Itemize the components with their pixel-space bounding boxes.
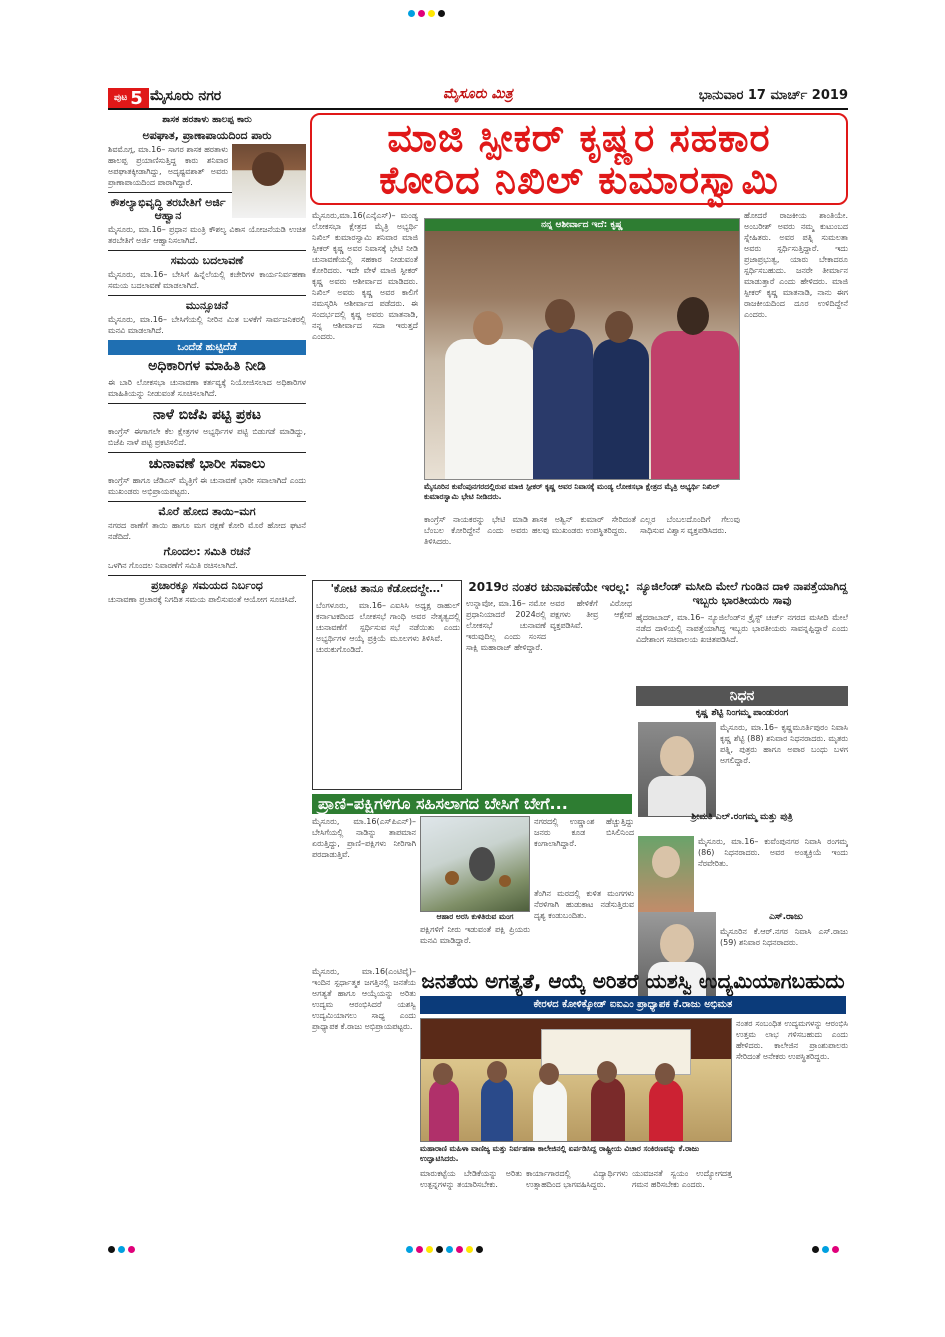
lead-body-col-2: ಕಾಂಗ್ರೆಸ್ ನಾಯಕರನ್ನು ಭೇಟಿ ಮಾಡಿ ಬೆಂಬಲ ಕೋರಿದ್ದೇನೆ ಎಂದು ಅವರು ತಿಳಿಸಿದರು.	[424, 515, 528, 546]
lc-body-2: ಮೈಸೂರು, ಮಾ.16– ಪ್ರಧಾನ ಮಂತ್ರಿ ಕೌಶಲ್ಯ ವಿಕಾಸ ಯೋಜನೆಯಡಿ ಉಚಿತ ತರಬೇತಿಗೆ ಅರ್ಜಿ ಆಹ್ವಾನಿಸಲಾಗಿದೆ.	[108, 225, 306, 245]
lc-headline-2: ಕೌಶಲ್ಯಾಭಿವೃದ್ಧಿ ತರಬೇತಿಗೆ ಅರ್ಜಿ ಆಹ್ವಾನ	[110, 196, 226, 222]
lc-headline-4: ಮುನ್ಸೂಚನೆ	[185, 299, 229, 312]
story-2019-headline: 2019ರ ನಂತರ ಚುನಾವಣೆಯೇ ಇರಲ್ಲ:	[468, 580, 630, 594]
lead-photo-tag: ನನ್ನ ಆಶೀರ್ವಾದ ಇದೆ: ಕೃಷ್ಣ	[425, 219, 739, 231]
paper-logo: ಮೈಸೂರು ಮಿತ್ರ	[443, 86, 513, 102]
birds-body-2: ನಗರದಲ್ಲಿ ಉಷ್ಣಾಂಶ ಹೆಚ್ಚುತ್ತಿದ್ದು ಜನರು ಕೂಡ ಬಿಸಿಲಿನಿಂದ ಕಂಗಾಲಾಗಿದ್ದಾರೆ.	[534, 817, 634, 848]
obit-3-body: ಮೈಸೂರಿನ ಕೆ.ಆರ್.ನಗರ ನಿವಾಸಿ ಎಸ್.ರಾಜು (59) ಶನಿವಾರ ನಿಧನರಾದರು.	[720, 927, 848, 947]
lc-body-7: ಕಾಂಗ್ರೆಸ್ ಹಾಗೂ ಜೆಡಿಎಸ್ ಮೈತ್ರಿಗೆ ಈ ಚುನಾವಣೆ ಭಾರೀ ಸವಾಲಾಗಿದೆ ಎಂದು ಮುಖಂಡರು ಅಭಿಪ್ರಾಯಪಟ್ಟರು.	[108, 476, 306, 496]
obit-3-name: ಎಸ್.ರಾಜು	[769, 912, 803, 922]
lc-body-1: ಶಿವಮೊಗ್ಗ, ಮಾ.16– ಸಾಗರ ಶಾಸಕ ಹರತಾಳು ಹಾಲಪ್ಪ ಪ್ರಯಾಣಿಸುತ್ತಿದ್ದ ಕಾರು ಶನಿವಾರ ಅಪಘಾತಕ್ಕೀಡಾಗಿದ್ದು, ಅದೃಷ್ಟವಶಾತ್ ಅವರು ಪ್ರಾಣಾಪಾಯದಿಂದ ಪಾರಾಗಿದ್ದಾರೆ.	[108, 145, 228, 187]
left-column	[108, 112, 306, 1232]
story-2019-body-2: ಅವರ ಹೇಳಿಕೆಗೆ ವಿರೋಧ ಪಕ್ಷಗಳು ತೀವ್ರ ಆಕ್ಷೇಪ ವ್ಯಕ್ತಪಡಿಸಿವೆ.	[550, 599, 632, 630]
registration-marks-bottom	[406, 1246, 483, 1253]
entrepreneur-body-1: ಮೈಸೂರು, ಮಾ.16(ಎಂಟಿವೈ)– ಇಂದಿನ ಸ್ಪರ್ಧಾತ್ಮಕ ಜಗತ್ತಿನಲ್ಲಿ ಜನತೆಯ ಅಗತ್ಯತೆ ಹಾಗೂ ಆಯ್ಕೆಯನ್ನು ಅರಿತು ಉದ್ಯಮ ಆರಂಭಿಸಿದರೆ ಯಶಸ್ವಿ ಉದ್ಯಮಿಯಾಗಲು ಸಾಧ್ಯ ಎಂದು ಪ್ರಾಧ್ಯಾಪಕ ಕೆ.ರಾಜು ಅಭಿಪ್ರಾಯಪಟ್ಟರು.	[312, 967, 416, 1031]
lc-body-9: ಒಳಗಿನ ಗೊಂದಲ ನಿವಾರಣೆಗೆ ಸಮಿತಿ ರಚಿಸಲಾಗಿದೆ.	[108, 561, 238, 570]
lc-body-8: ನಗರದ ಠಾಣೆಗೆ ತಾಯಿ ಹಾಗೂ ಮಗ ರಕ್ಷಣೆ ಕೋರಿ ಮೊರೆ ಹೋದ ಘಟನೆ ನಡೆದಿದೆ.	[108, 521, 306, 541]
entrepreneur-body-3: ಕಾರ್ಯಾಗಾರದಲ್ಲಿ ವಿದ್ಯಾರ್ಥಿಗಳು ಉತ್ಸಾಹದಿಂದ ಭಾಗವಹಿಸಿದ್ದರು.	[526, 1169, 628, 1189]
obit-2-body: ಮೈಸೂರು, ಮಾ.16– ಕುವೆಂಪುನಗರ ನಿವಾಸಿ ರಂಗಮ್ಮ (86) ನಿಧನರಾದರು. ಅವರ ಅಂತ್ಯಕ್ರಿಯೆ ಇಂದು ನೆರವೇರಿತು.	[698, 837, 848, 868]
masthead	[108, 88, 848, 110]
birds-photo-caption: ಆಹಾರ ಅರಸಿ ಕುಳಿತಿರುವ ಮಂಗ	[436, 912, 514, 921]
entrepreneur-headline: ಜನತೆಯ ಅಗತ್ಯತೆ, ಆಯ್ಕೆ ಅರಿತರೆ ಯಶಸ್ವಿ ಉದ್ಯಮಿಯಾಗಬಹುದು	[421, 969, 845, 993]
lc-headline-1: ಅಪಘಾತ, ಪ್ರಾಣಾಪಾಯದಿಂದ ಪಾರು	[142, 129, 272, 142]
story-nz-headline: ನ್ಯೂಜಿಲೆಂಡ್ ಮಸೀದಿ ಮೇಲೆ ಗುಂಡಿನ ದಾಳಿ ನಾಪತ್ತೆಯಾಗಿದ್ದ ಇಬ್ಬರು ಭಾರತೀಯರು ಸಾವು	[636, 580, 848, 607]
entrepreneur-body-4: ಯುವಜನತೆ ಸ್ವಯಂ ಉದ್ಯೋಗದತ್ತ ಗಮನ ಹರಿಸಬೇಕು ಎಂದರು.	[632, 1169, 732, 1189]
entrepreneur-body-right: ನಂತರ ಸಂಬಂಧಿತ ಉದ್ಯಮಗಳನ್ನು ಆರಂಭಿಸಿ ಉತ್ತಮ ಲಾಭ ಗಳಿಸಬಹುದು ಎಂದು ಹೇಳಿದರು. ಕಾಲೇಜಿನ ಪ್ರಾಂಶುಪಾಲರು ಸೇರಿದಂತೆ ಅನೇಕರು ಉಪಸ್ಥಿತರಿದ್ದರು.	[736, 1019, 848, 1061]
registration-marks-top	[408, 10, 445, 17]
lead-headline-banner	[310, 113, 848, 205]
birds-photo	[420, 816, 530, 912]
obit-2-photo	[638, 836, 694, 918]
birds-body-3: ಪಕ್ಷಿಗಳಿಗೆ ನೀರು ಇಡುವಂತೆ ಪಕ್ಷಿ ಪ್ರಿಯರು ಮನವಿ ಮಾಡಿದ್ದಾರೆ.	[420, 925, 530, 945]
issue-date: ಭಾನುವಾರ 17 ಮಾರ್ಚ್ 2019	[698, 88, 848, 103]
lead-body-col-1: ಮೈಸೂರು,ಮಾ.16(ಎನ್ಕೆಎಸ್)– ಮಂಡ್ಯ ಲೋಕಸಭಾ ಕ್ಷೇತ್ರದ ಮೈತ್ರಿ ಅಭ್ಯರ್ಥಿ ನಿಖಿಲ್ ಕುಮಾರಸ್ವಾಮಿ ಶನಿವಾರ ಮಾಜಿ ಸ್ಪೀಕರ್ ಕೃಷ್ಣ ಅವರ ನಿವಾಸಕ್ಕೆ ಭೇಟಿ ನೀಡಿ ಚುನಾವಣೆಯಲ್ಲಿ ಸಹಕಾರ ನೀಡುವಂತೆ ಕೋರಿದರು. ಇದೇ ವೇಳೆ ಮಾಜಿ ಸ್ಪೀಕರ್ ಕೃಷ್ಣ ಅವರು ಆಶೀರ್ವಾದ ಮಾಡಿದರು. ನಿಖಿಲ್ ಅವರು ಕೃಷ್ಣ ಅವರ ಕಾಲಿಗೆ ನಮಸ್ಕರಿಸಿ ಆಶೀರ್ವಾದ ಪಡೆದರು. ಈ ಸಂದರ್ಭದಲ್ಲಿ ಕೃಷ್ಣ ಅವರು ಮಾತನಾಡಿ, ನನ್ನ ಆಶೀರ್ವಾದ ಸದಾ ಇರುತ್ತದೆ ಎಂದರು.	[312, 211, 418, 341]
story-nz-body: ಹೈದರಾಬಾದ್, ಮಾ.16– ನ್ಯೂಜಿಲೆಂಡ್‌ನ ಕ್ರೈಸ್ಟ್ ಚರ್ಚ್ ನಗರದ ಮಸೀದಿ ಮೇಲೆ ನಡೆದ ದಾಳಿಯಲ್ಲಿ ನಾಪತ್ತೆಯಾಗಿದ್ದ ಇಬ್ಬರು ಭಾರತೀಯರು ಸಾವನ್ನಪ್ಪಿದ್ದಾರೆ ಎಂದು ವಿದೇಶಾಂಗ ಸಚಿವಾಲಯ ಖಚಿತಪಡಿಸಿದೆ.	[636, 613, 848, 644]
lc-headline-6: ನಾಳೆ ಬಿಜೆಪಿ ಪಟ್ಟಿ ಪ್ರಕಟ	[152, 407, 262, 423]
lead-headline-line-1: ಮಾಜಿ ಸ್ಪೀಕರ್ ಕೃಷ್ಣರ ಸಹಕಾರ	[387, 116, 771, 160]
obit-1-photo	[638, 722, 716, 817]
birds-headline-bar: ಪ್ರಾಣಿ–ಪಕ್ಷಿಗಳಿಗೂ ಸಹಿಸಲಾಗದ ಬೇಸಿಗೆ ಬೇಗೆ...	[312, 794, 632, 814]
page-number-badge: ಪುಟ 5	[108, 88, 149, 108]
registration-marks-bottom-left	[108, 1246, 135, 1253]
registration-marks-bottom-right	[812, 1246, 839, 1253]
lc-headline-9: ಗೊಂದಲ: ಸಮಿತಿ ರಚನೆ	[163, 545, 251, 558]
lc-body-4: ಮೈಸೂರು, ಮಾ.16– ಬೇಸಿಗೆಯಲ್ಲಿ ನೀರಿನ ಮಿತ ಬಳಕೆಗೆ ಸಾರ್ವಜನಿಕರಲ್ಲಿ ಮನವಿ ಮಾಡಲಾಗಿದೆ.	[108, 315, 306, 335]
lc-body-10: ಚುನಾವಣಾ ಪ್ರಚಾರಕ್ಕೆ ನಿಗದಿತ ಸಮಯ ಪಾಲಿಸುವಂತೆ ಆಯೋಗ ಸೂಚಿಸಿದೆ.	[108, 595, 297, 604]
lc-headline-5: ಅಧಿಕಾರಿಗಳ ಮಾಹಿತಿ ನೀಡಿ	[148, 358, 266, 374]
obit-1-body: ಮೈಸೂರು, ಮಾ.16– ಕೃಷ್ಣಮೂರ್ತಿಪುರಂ ನಿವಾಸಿ ಕೃಷ್ಣ ಶೆಟ್ಟಿ (88) ಶನಿವಾರ ನಿಧನರಾದರು. ಮೃತರು ಪತ್ನಿ, ಪುತ್ರರು ಹಾಗೂ ಅಪಾರ ಬಂಧು ಬಳಗ ಅಗಲಿದ್ದಾರೆ.	[720, 723, 848, 765]
portrait-photo	[232, 144, 306, 218]
lead-headline-line-2: ಕೋರಿದ ನಿಖಿಲ್ ಕುಮಾರಸ್ವಾಮಿ	[379, 158, 779, 202]
lc-body-3: ಮೈಸೂರು, ಮಾ.16– ಬೇಸಿಗೆ ಹಿನ್ನೆಲೆಯಲ್ಲಿ ಕಚೇರಿಗಳ ಕಾರ್ಯನಿರ್ವಹಣಾ ಸಮಯ ಬದಲಾವಣೆ ಮಾಡಲಾಗಿದೆ.	[108, 270, 306, 290]
lead-body-col-4: ಎಲ್ಲರ ಬೆಂಬಲದೊಂದಿಗೆ ಗೆಲುವು ಸಾಧಿಸುವ ವಿಶ್ವಾಸ ವ್ಯಕ್ತಪಡಿಸಿದರು.	[640, 515, 740, 535]
story-koti-headline: 'ಕೋಟಿ ತಾನೂ ಕೆಡೋದಲ್ದೇ…'	[330, 582, 444, 595]
election-section-bar: ಒಂದೆಡೆ ಹುಟ್ಟಿದೆಡೆ	[108, 340, 306, 355]
story-koti-body-2: ಎಐಸಿಸಿ ಅಧ್ಯಕ್ಷ ರಾಹುಲ್ ಗಾಂಧಿ ಅವರ ನೇತೃತ್ವದಲ್ಲಿ ಸಭೆ ನಡೆಯಿತು ಎಂದು ಮೂಲಗಳು ತಿಳಿಸಿವೆ.	[390, 601, 460, 643]
entrepreneur-body-2: ಮಾರುಕಟ್ಟೆಯ ಬೇಡಿಕೆಯನ್ನು ಅರಿತು ಉತ್ಪನ್ನಗಳನ್ನು ತಯಾರಿಸಬೇಕು.	[420, 1169, 522, 1189]
entrepreneur-subhead: ಕೇರಳದ ಕೋಳಿಕ್ಕೋಡ್ ಐಐಎಂ ಪ್ರಾಧ್ಯಾಪಕ ಕೆ.ರಾಜು ಅಭಿಮತ	[420, 996, 846, 1014]
lead-photo	[424, 218, 740, 480]
birds-body-1: ಮೈಸೂರು, ಮಾ.16(ಎಸ್‌ಪಿಎನ್)– ಬೇಸಿಗೆಯಲ್ಲಿ ನಾಡಿನ್ನು ತಾಪಮಾನ ಏರುತ್ತಿದ್ದು, ಪ್ರಾಣಿ–ಪಕ್ಷಿಗಳು ನೀರಿಗಾಗಿ ಪರದಾಡುತ್ತಿವೆ.	[312, 817, 416, 859]
lc-headline-7: ಚುನಾವಣೆ ಭಾರೀ ಸವಾಲು	[148, 456, 266, 472]
lc-headline-3: ಸಮಯ ಬದಲಾವಣೆ	[170, 254, 244, 267]
lc-body-6: ಕಾಂಗ್ರೆಸ್ ಈಗಾಗಲೇ ಕೆಲ ಕ್ಷೇತ್ರಗಳ ಅಭ್ಯರ್ಥಿಗಳ ಪಟ್ಟಿ ಬಿಡುಗಡೆ ಮಾಡಿದ್ದು, ಬಿಜೆಪಿ ನಾಳೆ ಪಟ್ಟಿ ಪ್ರಕಟಿಸಲಿದೆ.	[108, 427, 306, 447]
obituary-header: ನಿಧನ	[636, 686, 848, 706]
lc-headline-10: ಪ್ರಚಾರಕ್ಕೂ ಸಮಯದ ನಿರ್ಬಂಧ	[151, 579, 263, 592]
story-2019-body-1: ಉನ್ನಾವೋ, ಮಾ.16– ನಮೋ ಪ್ರಧಾನಿಯಾದರೆ 2024ರಲ್ಲಿ ಲೋಕಸಭೆ ಚುನಾವಣೆ ಇರುವುದಿಲ್ಲ ಎಂದು ಸಂಸದ ಸಾಕ್ಷಿ ಮಹಾರಾಜ್ ಹೇಳಿದ್ದಾರೆ.	[466, 599, 546, 652]
lead-body-col-right: ಹೋದರೆ ರಾಜಕೀಯ ಶಾಂತಿಯೇ. ಅಂಬರೀಶ್ ಅವರು ನಮ್ಮ ಕುಟುಂಬದ ಸ್ನೇಹಿತರು. ಅವರ ಪತ್ನಿ ಸುಮಲತಾ ಅವರು ಸ್ಪರ್ಧಿಸುತ್ತಿದ್ದಾರೆ. ಇದು ಪ್ರಜಾಪ್ರಭುತ್ವ, ಯಾರು ಬೇಕಾದರೂ ಸ್ಪರ್ಧಿಸಬಹುದು. ಜನರೇ ತೀರ್ಮಾನ ಮಾಡುತ್ತಾರೆ ಎಂದು ಹೇಳಿದರು. ಮಾಜಿ ಸ್ಪೀಕರ್ ಕೃಷ್ಣ ಮಾತನಾಡಿ, ನಾನು ಈಗ ರಾಜಕೀಯದಿಂದ ದೂರ ಉಳಿದಿದ್ದೇನೆ ಎಂದರು.	[744, 211, 848, 319]
lead-body-col-3: ಶಾಸಕ ಅಶ್ವಿನ್ ಕುಮಾರ್ ಸೇರಿದಂತೆ ಹಲವು ಮುಖಂಡರು ಉಪಸ್ಥಿತರಿದ್ದರು.	[532, 515, 636, 535]
lc-headline-8: ಮೊರೆ ಹೋದ ತಾಯಿ–ಮಗ	[158, 505, 256, 518]
lc-kicker-1: ಶಾಸಕ ಹರತಾಳು ಹಾಲಪ್ಪ ಕಾರು	[162, 115, 252, 125]
obit-2-name: ಶ್ರೀಮತಿ ಎಲ್.ರಂಗಮ್ಮ ಮತ್ತು ಪುತ್ರಿ	[691, 812, 793, 822]
lead-photo-caption: ಮೈಸೂರಿನ ಕುವೆಂಪುನಗರದಲ್ಲಿರುವ ಮಾಜಿ ಸ್ಪೀಕರ್ ಕೃಷ್ಣ ಅವರ ನಿವಾಸಕ್ಕೆ ಮಂಡ್ಯ ಲೋಕಸಭಾ ಕ್ಷೇತ್ರದ ಮೈತ್ರಿ ಅಭ್ಯರ್ಥಿ ನಿಖಿಲ್ ಕುಮಾರಸ್ವಾಮಿ ಭೇಟಿ ನೀಡಿದರು.	[424, 482, 720, 501]
birds-body-4: ತೆಂಗಿನ ಮರದಲ್ಲಿ ಕುಳಿತ ಮಂಗಗಳು ನೆರಳಿಗಾಗಿ ಹುಡುಕಾಟ ನಡೆಸುತ್ತಿರುವ ದೃಶ್ಯ ಕಂಡುಬಂದಿತು.	[534, 889, 634, 920]
obit-1-name: ಕೃಷ್ಣ ಶೆಟ್ಟಿ ನಿಂಗಮ್ಮ ಪಾಂಡುರಂಗ	[695, 708, 789, 718]
story-koti-body-1: ಬೆಂಗಳೂರು, ಮಾ.16– ಕರ್ನಾಟಕದಿಂದ ಲೋಕಸಭೆ ಚುನಾವಣೆಗೆ ಸ್ಪರ್ಧಿಸುವ ಅಭ್ಯರ್ಥಿಗಳ ಆಯ್ಕೆ ಪ್ರಕ್ರಿಯೆ ಚುರುಕುಗೊಂಡಿದೆ.	[316, 601, 386, 654]
entrepreneur-photo	[420, 1018, 732, 1142]
entrepreneur-photo-caption: ಮಹಾರಾಣಿ ಮಹಿಳಾ ವಾಣಿಜ್ಯ ಮತ್ತು ನಿರ್ವಹಣಾ ಕಾಲೇಜಿನಲ್ಲಿ ಏರ್ಪಡಿಸಿದ್ದ ರಾಷ್ಟ್ರೀಯ ವಿಚಾರ ಸಂಕಿರಣವನ್ನು ಕೆ.ರಾಜು ಉದ್ಘಾಟಿಸಿದರು.	[420, 1144, 700, 1163]
section-name: ಮೈಸೂರು ನಗರ	[150, 88, 222, 104]
lc-body-5: ಈ ಬಾರಿ ಲೋಕಸಭಾ ಚುನಾವಣಾ ಕರ್ತವ್ಯಕ್ಕೆ ನಿಯೋಜಿಸಲಾದ ಅಧಿಕಾರಿಗಳ ಮಾಹಿತಿಯನ್ನು ನೀಡುವಂತೆ ಸೂಚಿಸಲಾಗಿದೆ.	[108, 378, 306, 398]
